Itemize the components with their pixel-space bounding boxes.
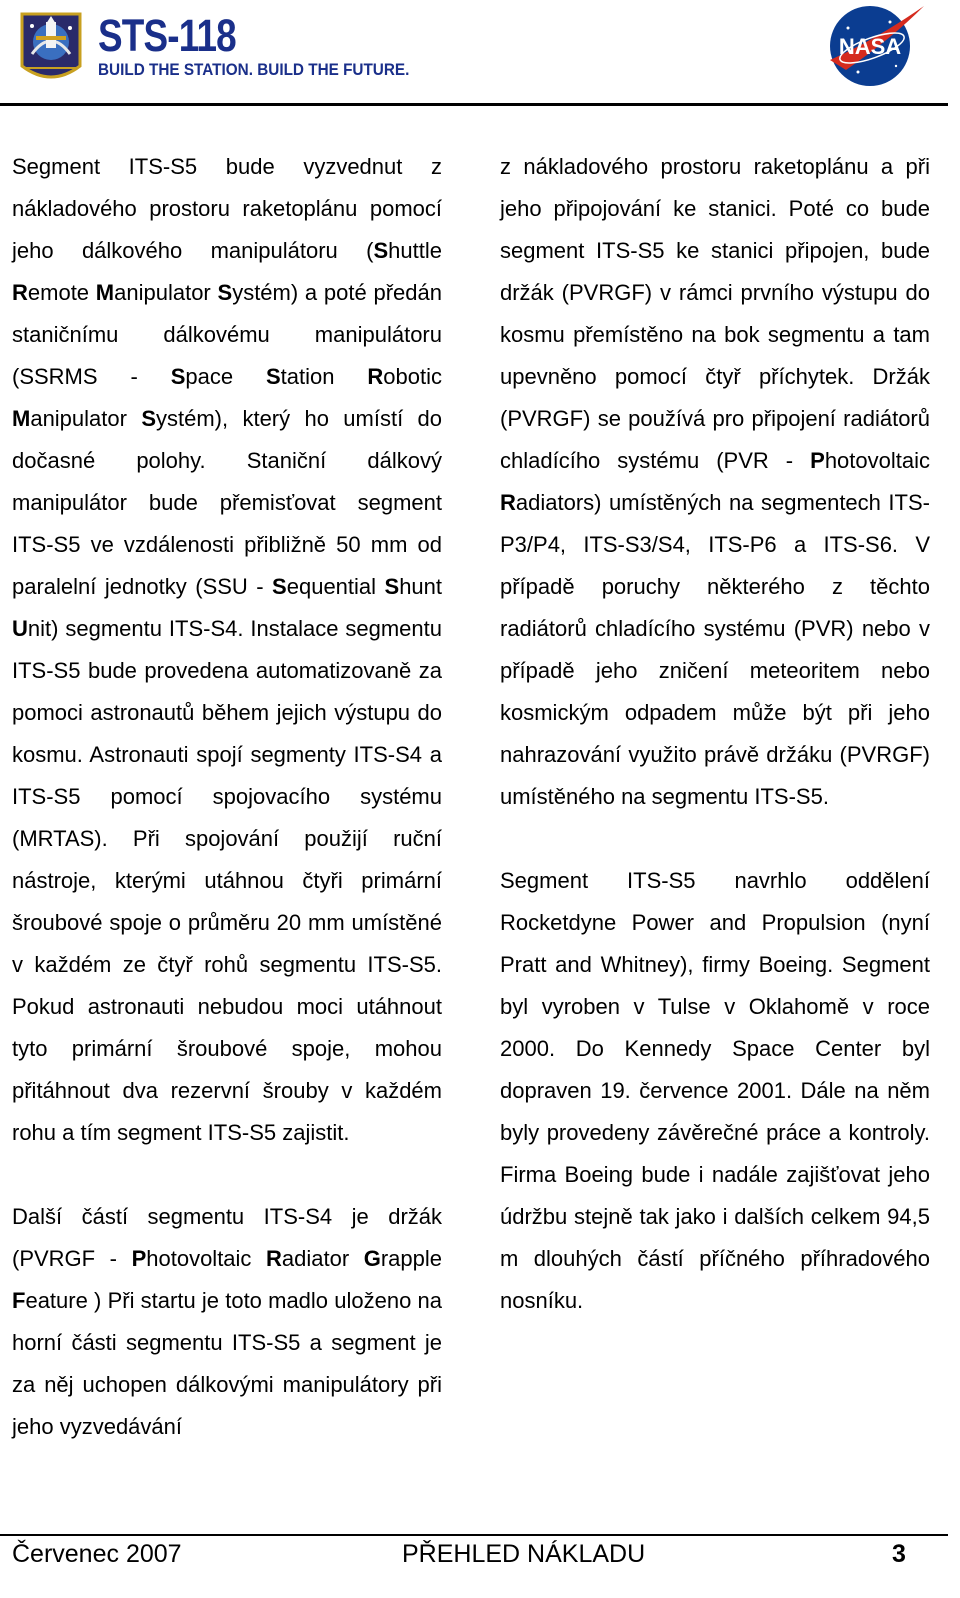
text-run: tation bbox=[280, 364, 368, 389]
bold-initial: S bbox=[141, 406, 156, 431]
bold-initial: S bbox=[272, 574, 287, 599]
header-divider bbox=[0, 103, 948, 106]
bold-initial: M bbox=[12, 406, 31, 431]
bold-initial: G bbox=[363, 1246, 381, 1271]
bold-initial: R bbox=[367, 364, 384, 389]
text-run: anipulator bbox=[114, 280, 218, 305]
right-column bbox=[500, 146, 930, 1322]
page-footer bbox=[12, 1537, 912, 1577]
bold-initial: S bbox=[373, 238, 389, 263]
text-run: z nákladového prostoru raketoplánu a při jeho připojování ke stanici. Poté co bude segment ITS-S5 ke stanici připojen, bude držák (PVRGF) v rámci prvního výstupu do kosmu přemístěno na bok segmentu a tam upevněno pomocí čtyř příchytek. Držák (PVRGF) se používá pro připojení radiátorů chladícího systému (PVR - bbox=[500, 154, 930, 473]
text-run: hotovoltaic bbox=[824, 448, 930, 473]
text-run: anipulator bbox=[30, 406, 142, 431]
text-run: pace bbox=[185, 364, 266, 389]
text-run: hotovoltaic bbox=[146, 1246, 266, 1271]
text-run: eature ) Při startu je toto madlo uloženo na horní části segmentu ITS-S5 a segment je za něj uchopen dálkovými manipulátory při jeho vyzvedávání bbox=[12, 1288, 442, 1439]
text-run: ystém), který ho umístí do dočasné polohy. Staniční dálkový manipulátor bude přemisťovat segment ITS-S5 ve vzdálenosti přibližně 50 mm od paralelní jednotky (SSU - bbox=[12, 406, 443, 599]
nasa-logo-text: NASA bbox=[838, 34, 902, 59]
footer-divider bbox=[0, 1534, 948, 1536]
bold-initial: S bbox=[265, 364, 281, 389]
text-run: adiators) umístěných na segmentech ITS-P3/P4, ITS-S3/S4, ITS-P6 a ITS-S6. V případě poruchy některého z těchto radiátorů chladícího systému (PVR) nebo v případě jeho zničení meteoritem nebo kosmickým odpadem může být při jeho nahrazování využito právě držáku (PVRGF) umístěného na segmentu ITS-S5. bbox=[500, 490, 930, 809]
left-column bbox=[12, 146, 442, 1448]
bold-initial: U bbox=[12, 616, 28, 641]
text-run: Segment ITS-S5 navrhlo oddělení Rocketdyne Power and Propulsion (nyní Pratt and Whitney), firmy Boeing. Segment byl vyroben v Tulse v Oklahomě v roce 2000. Do Kennedy Space Center byl dopraven 19. července 2001. Dále na něm byly provedeny závěrečné práce a kontroly. Firma Boeing bude i nadále zajišťovat jeho údržbu stejně tak jako i dalších celkem 94,5 m dlouhých částí příčného příhradového nosníku. bbox=[500, 868, 930, 1313]
page-number: 3 bbox=[892, 1540, 906, 1568]
bold-initial: S bbox=[170, 364, 186, 389]
text-run: Segment ITS-S5 bude vyzvednut z nákladového prostoru raketoplánu pomocí jeho dálkového manipulátoru ( bbox=[12, 154, 442, 263]
bold-initial: P bbox=[810, 448, 825, 473]
bold-initial: S bbox=[384, 574, 400, 599]
text-run: emote bbox=[27, 280, 96, 305]
text-run: equential bbox=[286, 574, 385, 599]
bold-initial: S bbox=[217, 280, 233, 305]
bold-initial: R bbox=[265, 1246, 282, 1271]
text-run: nit) segmentu ITS-S4. Instalace segmentu ITS-S5 bude provedena automatizovaně za pomoci astronautů během jejich výstupu do kosmu. Astronauti spojí segmenty ITS-S4 a ITS-S5 pomocí spojovacího systému (MRTAS). Při spojování použijí ruční nástroje, kterými utáhnou čtyři primární šroubové spoje o průměru 20 mm umístěné v každém ze čtyř rohů segmentu ITS-S5. Pokud astronauti nebudou moci utáhnout tyto primární šroubové spoje, mohou přitáhnout dva rezervní šrouby v každém rohu a tím segment ITS-S5 zajistit. bbox=[12, 616, 442, 1145]
nasa-logo-icon bbox=[820, 0, 930, 90]
text-run: hunt bbox=[399, 574, 443, 599]
left-paragraph-2 bbox=[12, 1196, 442, 1448]
text-run: rapple bbox=[380, 1246, 442, 1271]
footer-date: Červenec 2007 bbox=[12, 1540, 182, 1568]
text-run: huttle bbox=[388, 238, 442, 263]
page-header bbox=[0, 0, 960, 110]
bold-initial: R bbox=[500, 490, 516, 515]
mission-title: STS-118 bbox=[98, 10, 236, 61]
bold-initial: P bbox=[131, 1246, 147, 1271]
text-run: Další částí segmentu ITS-S4 je držák (PVRGF - bbox=[12, 1204, 442, 1271]
footer-section: PŘEHLED NÁKLADU bbox=[402, 1540, 646, 1568]
bold-initial: M bbox=[95, 280, 115, 305]
bold-initial: F bbox=[12, 1288, 26, 1313]
left-paragraph-1 bbox=[12, 146, 442, 1154]
text-run: obotic bbox=[383, 364, 442, 389]
right-paragraph-1 bbox=[500, 146, 930, 818]
text-run: ystém) a poté předán staničnímu dálkovému manipulátoru (SSRMS - bbox=[12, 280, 442, 389]
mission-patch-icon bbox=[18, 8, 84, 88]
mission-tagline: BUILD THE STATION. BUILD THE FUTURE. bbox=[98, 60, 410, 79]
bold-initial: R bbox=[12, 280, 28, 305]
right-paragraph-2 bbox=[500, 860, 930, 1322]
text-run: adiator bbox=[281, 1246, 364, 1271]
